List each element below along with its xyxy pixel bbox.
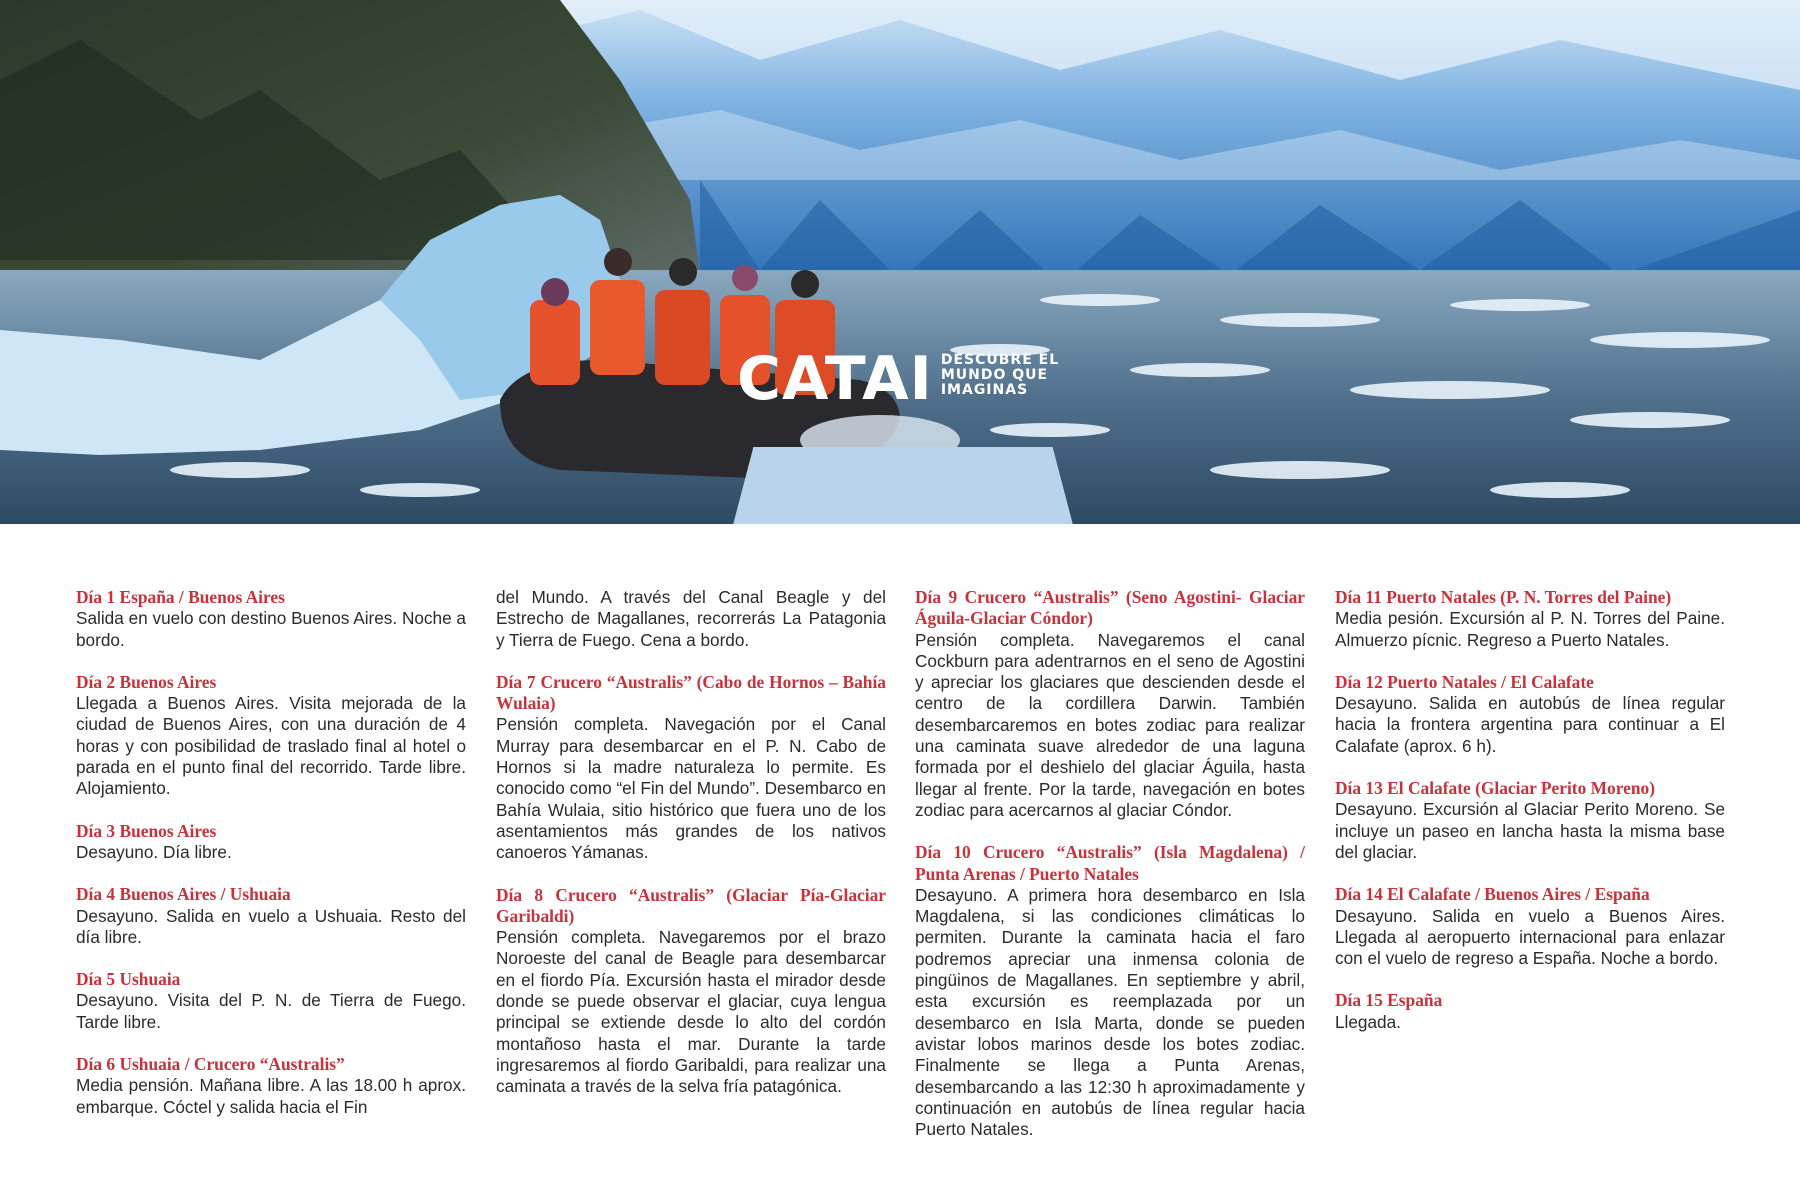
- day-1: [76, 587, 466, 651]
- day-title: Día 3 Buenos Aires: [76, 820, 217, 841]
- day-text: Desayuno. A primera hora desembarco en Isla Magdalena, si las condiciones climáticas lo permiten. Durante la caminata hacia el faro podremos apreciar una inmensa colonia de pingüinos de Magallanes. En septiembre y abril, esta excursión es reemplazada por un desembarco en Isla Marta, donde se pueden avistar lobos marinos desde los botes zodiac. Finalmente se llega a Punta Arenas, desembarcando a las 12:30 h aproximadamente y continuación en autobús de línea regular hacia Puerto Natales.: [915, 884, 1305, 1140]
- itinerary-column-4: [1335, 587, 1725, 1054]
- day-2: [76, 672, 466, 800]
- day-text: Llegada a Buenos Aires. Visita mejorada de la ciudad de Buenos Aires, con una duración de 4 horas y con posibilidad de traslado final al hotel o parada en el punto final del recorrido. Tarde libre. Alojamiento.: [76, 693, 466, 799]
- day-text: Pensión completa. Navegaremos por el brazo Noroeste del canal de Beagle para desembarcar en el fiordo Pía. Excursión hasta el mirador desde donde se puede observar el glaciar, cuya lengua principal se extiende desde lo alto del cordón montañoso hasta el mar. Durante la tarde ingresaremos al fiordo Garibaldi, para realizar una caminata a través de la selva fría patagónica.: [496, 927, 886, 1097]
- day-6: [76, 1054, 466, 1118]
- day-title: Día 5 Ushuaia: [76, 969, 181, 990]
- day-text: Media pesión. Excursión al P. N. Torres del Paine. Almuerzo pícnic. Regreso a Puerto Natales.: [1335, 608, 1725, 650]
- day-title: Día 15 España: [1335, 990, 1443, 1011]
- brand-tagline: DESCUBRE EL MUNDO QUE IMAGINAS: [940, 352, 1060, 398]
- day-text: Llegada.: [1335, 1011, 1401, 1032]
- day-text: Desayuno. Día libre.: [76, 841, 232, 862]
- day-title: Día 7 Crucero “Australis” (Cabo de Hornos – Bahía Wulaia): [496, 671, 886, 714]
- day-title: Día 8 Crucero “Australis” (Glaciar Pía-Glaciar Garibaldi): [496, 884, 886, 926]
- day-9: [915, 587, 1305, 821]
- day-11: [1335, 587, 1725, 651]
- day-title: Día 10 Crucero “Australis” (Isla Magdalena) / Punta Arenas / Puerto Natales: [915, 842, 1305, 884]
- day-title: Día 2 Buenos Aires: [76, 671, 217, 692]
- day-13: [1335, 778, 1725, 863]
- day-title: Día 12 Puerto Natales / El Calafate: [1335, 671, 1594, 692]
- day-12: [1335, 672, 1725, 757]
- day-text: del Mundo. A través del Canal Beagle y del Estrecho de Magallanes, recorrerás La Patagonia y Tierra de Fuego. Cena a bordo.: [496, 587, 886, 650]
- day-title: Día 14 El Calafate / Buenos Aires / España: [1335, 884, 1650, 905]
- day-text: Desayuno. Salida en autobús de línea regular hacia la frontera argentina para continuar a El Calafate (aprox. 6 h).: [1335, 693, 1725, 756]
- day-title: Día 11 Puerto Natales (P. N. Torres del Paine): [1335, 587, 1672, 607]
- itinerary-column-1: [76, 587, 466, 1139]
- day-7: [496, 672, 886, 864]
- day-title: Día 13 El Calafate (Glaciar Perito Moreno): [1335, 778, 1656, 799]
- hero-photo: [0, 0, 1800, 524]
- day-text: Pensión completa. Navegación por el Canal Murray para desembarcar en el P. N. Cabo de Hornos si la madre naturaleza lo permite. Es conocido como “el Fin del Mundo”. Desembarco en Bahía Wulaia, sitio histórico que fuera uno de los asentamientos más grandes de los nativos canoeros Yámanas.: [496, 714, 886, 863]
- day-title: Día 4 Buenos Aires / Ushuaia: [76, 884, 291, 905]
- day-text: Desayuno. Salida en vuelo a Ushuaia. Resto del día libre.: [76, 905, 466, 947]
- itinerary-column-2: [496, 587, 886, 1119]
- day-text: Desayuno. Visita del P. N. de Tierra de Fuego. Tarde libre.: [76, 990, 466, 1032]
- brand-name: CATAI: [737, 344, 933, 414]
- day-text: Media pensión. Mañana libre. A las 18.00 h aprox. embarque. Cóctel y salida hacia el Fin: [76, 1075, 466, 1117]
- day-text: Pensión completa. Navegaremos el canal Cockburn para adentrarnos en el seno de Agostini y apreciar los glaciares que descienden desde el centro de la cordillera Darwin. También desembarcaremos en botes zodiac para realizar una caminata suave alrededor de una laguna formada por el deshielo del glaciar Águila, hasta llegar al frente. Por la tarde, navegación en botes zodiac para acercarnos al glaciar Cóndor.: [915, 629, 1305, 820]
- day-14: [1335, 884, 1725, 969]
- day-4: [76, 884, 466, 948]
- day-text: Desayuno. Salida en vuelo a Buenos Aires. Llegada al aeropuerto internacional para enlazar con el vuelo de regreso a España. Noche a bordo.: [1335, 905, 1725, 969]
- day-3: [76, 821, 466, 864]
- day-15: [1335, 990, 1725, 1033]
- day-6-continued: [496, 587, 886, 651]
- hero-tab-shape: [733, 447, 1073, 524]
- itinerary-column-3: [915, 587, 1305, 1161]
- day-8: [496, 885, 886, 1098]
- day-title: Día 9 Crucero “Australis” (Seno Agostini- Glaciar Águila-Glaciar Cóndor): [915, 587, 1305, 629]
- day-10: [915, 842, 1305, 1140]
- day-text: Salida en vuelo con destino Buenos Aires. Noche a bordo.: [76, 608, 466, 650]
- day-5: [76, 969, 466, 1033]
- brand-logo: [737, 344, 1060, 414]
- day-text: Desayuno. Excursión al Glaciar Perito Moreno. Se incluye un paseo en lancha hasta la misma base del glaciar.: [1335, 799, 1725, 862]
- day-title: Día 6 Ushuaia / Crucero “Australis”: [76, 1054, 345, 1075]
- glacier-illustration: [0, 0, 1800, 524]
- day-title: Día 1 España / Buenos Aires: [76, 587, 285, 607]
